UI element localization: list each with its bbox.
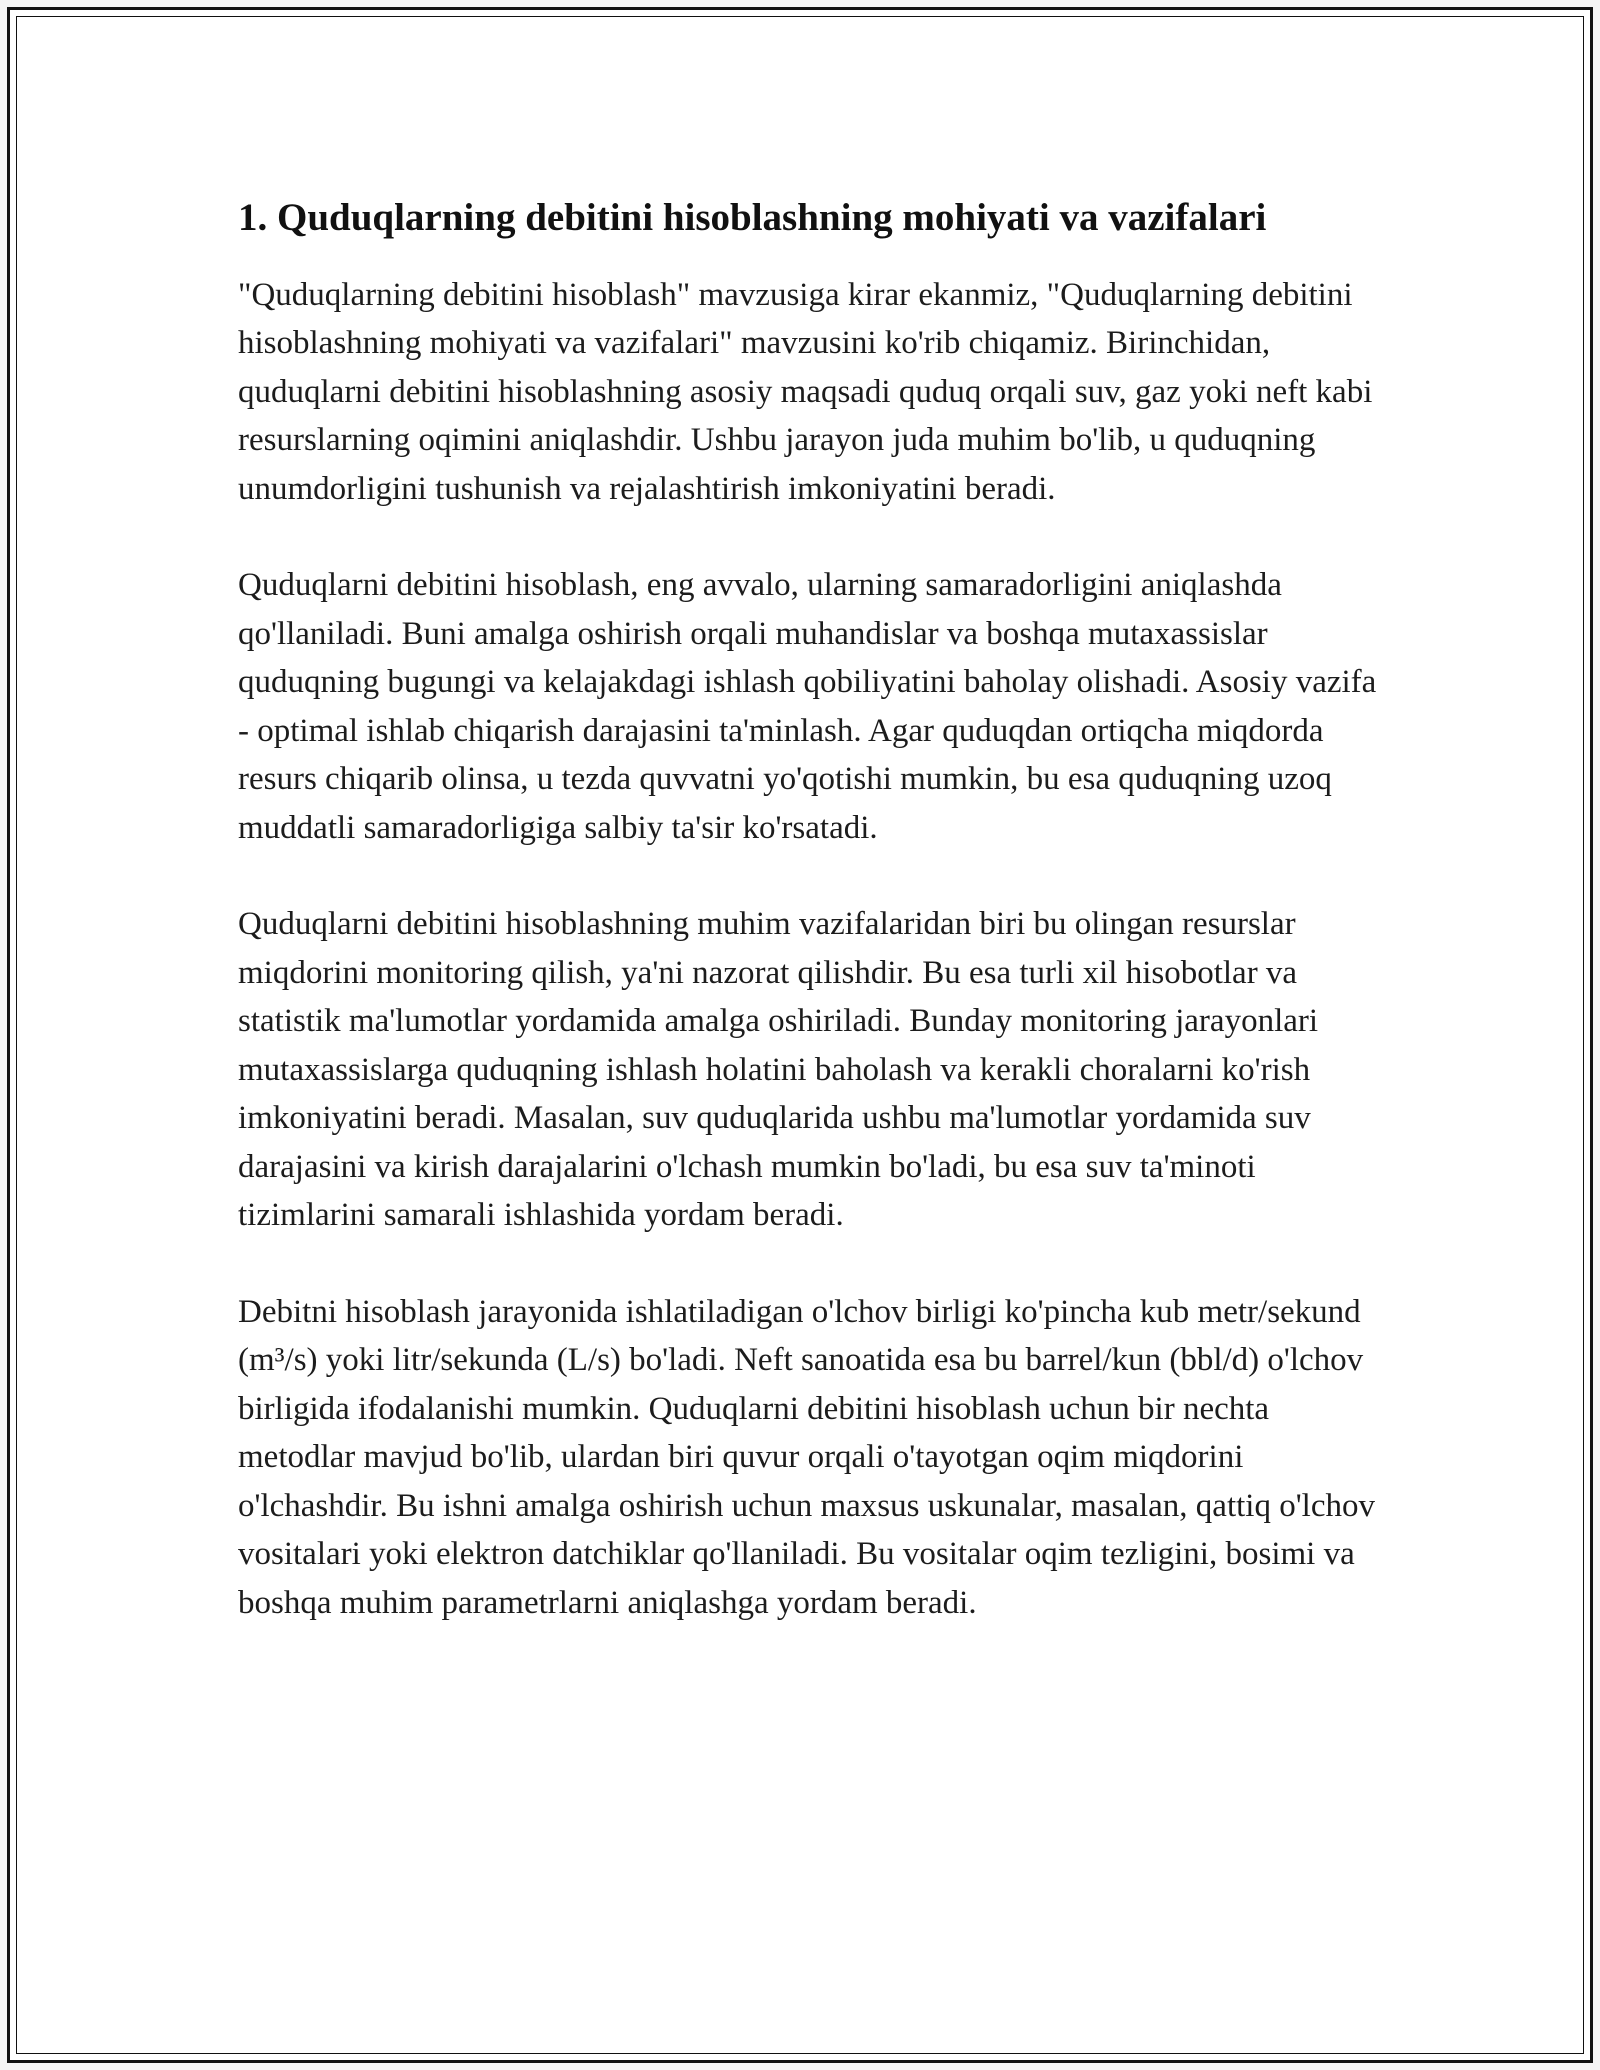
paragraph-4: Debitni hisoblash jarayonida ishlatiladigan o'lchov birligi ko'pincha kub metr/sekund (m³/s) yoki litr/sekunda (L/s) bo'ladi. Neft sanoatida esa bu barrel/kun (bbl/d) o'lchov birligida ifodalanishi mumkin. Quduqlarni debitini hisoblash uchun bir nechta metodlar mavjud bo'lib, ulardan biri quvur orqali o'tayotgan oqim miqdorini o'lchashdir. Bu ishni amalga oshirish uchun maxsus uskunalar, masalan, qattiq o'lchov vositalari yoki elektron datchiklar qo'llaniladi. Bu vositalar oqim tezligini, bosimi va boshqa muhim parametrlarni aniqlashga yordam beradi. <box>238 1293 1375 1621</box>
paragraph-2: Quduqlarni debitini hisoblash, eng avvalo, ularning samaradorligini aniqlashda qo'llaniladi. Buni amalga oshirish orqali muhandislar va boshqa mutaxassislar quduqning bugungi va kelajakdagi ishlash qobiliyatini baholay olishadi. Asosiy vazifa - optimal ishlab chiqarish darajasini ta'minlash. Agar quduqdan ortiqcha miqdorda resurs chiqarib olinsa, u tezda quvvatni yo'qotishi mumkin, bu esa quduqning uzoq muddatli samaradorligiga salbiy ta'sir ko'rsatadi. <box>238 567 1377 846</box>
paragraph-1: "Quduqlarning debitini hisoblash" mavzusiga kirar ekanmiz, "Quduqlarning debitini hisoblashning mohiyati va vazifalari" mavzusini ko'rib chiqamiz. Birinchidan, quduqlarni debitini hisoblashning asosiy maqsadi quduq orqali suv, gaz yoki neft kabi resurslarning oqimini aniqlashdir. Ushbu jarayon juda muhim bo'lib, u quduqning unumdorligini tushunish va rejalashtirish imkoniyatini beradi. <box>238 276 1373 507</box>
section-heading: 1. Quduqlarning debitini hisoblashning mohiyati va vazifalari <box>238 196 1267 239</box>
document-body <box>238 194 1388 1675</box>
document-page <box>7 7 1593 2063</box>
paragraph-3: Quduqlarni debitini hisoblashning muhim vazifalaridan biri bu olingan resurslar miqdorini monitoring qilish, ya'ni nazorat qilishdir. Bu esa turli xil hisobotlar va statistik ma'lumotlar yordamida amalga oshiriladi. Bunday monitoring jarayonlari mutaxassislarga quduqning ishlash holatini baholash va kerakli choralarni ko'rish imkoniyatini beradi. Masalan, suv quduqlarida ushbu ma'lumotlar yordamida suv darajasini va kirish darajalarini o'lchash mumkin bo'ladi, bu esa suv ta'minoti tizimlarini samarali ishlashida yordam beradi. <box>238 906 1319 1234</box>
